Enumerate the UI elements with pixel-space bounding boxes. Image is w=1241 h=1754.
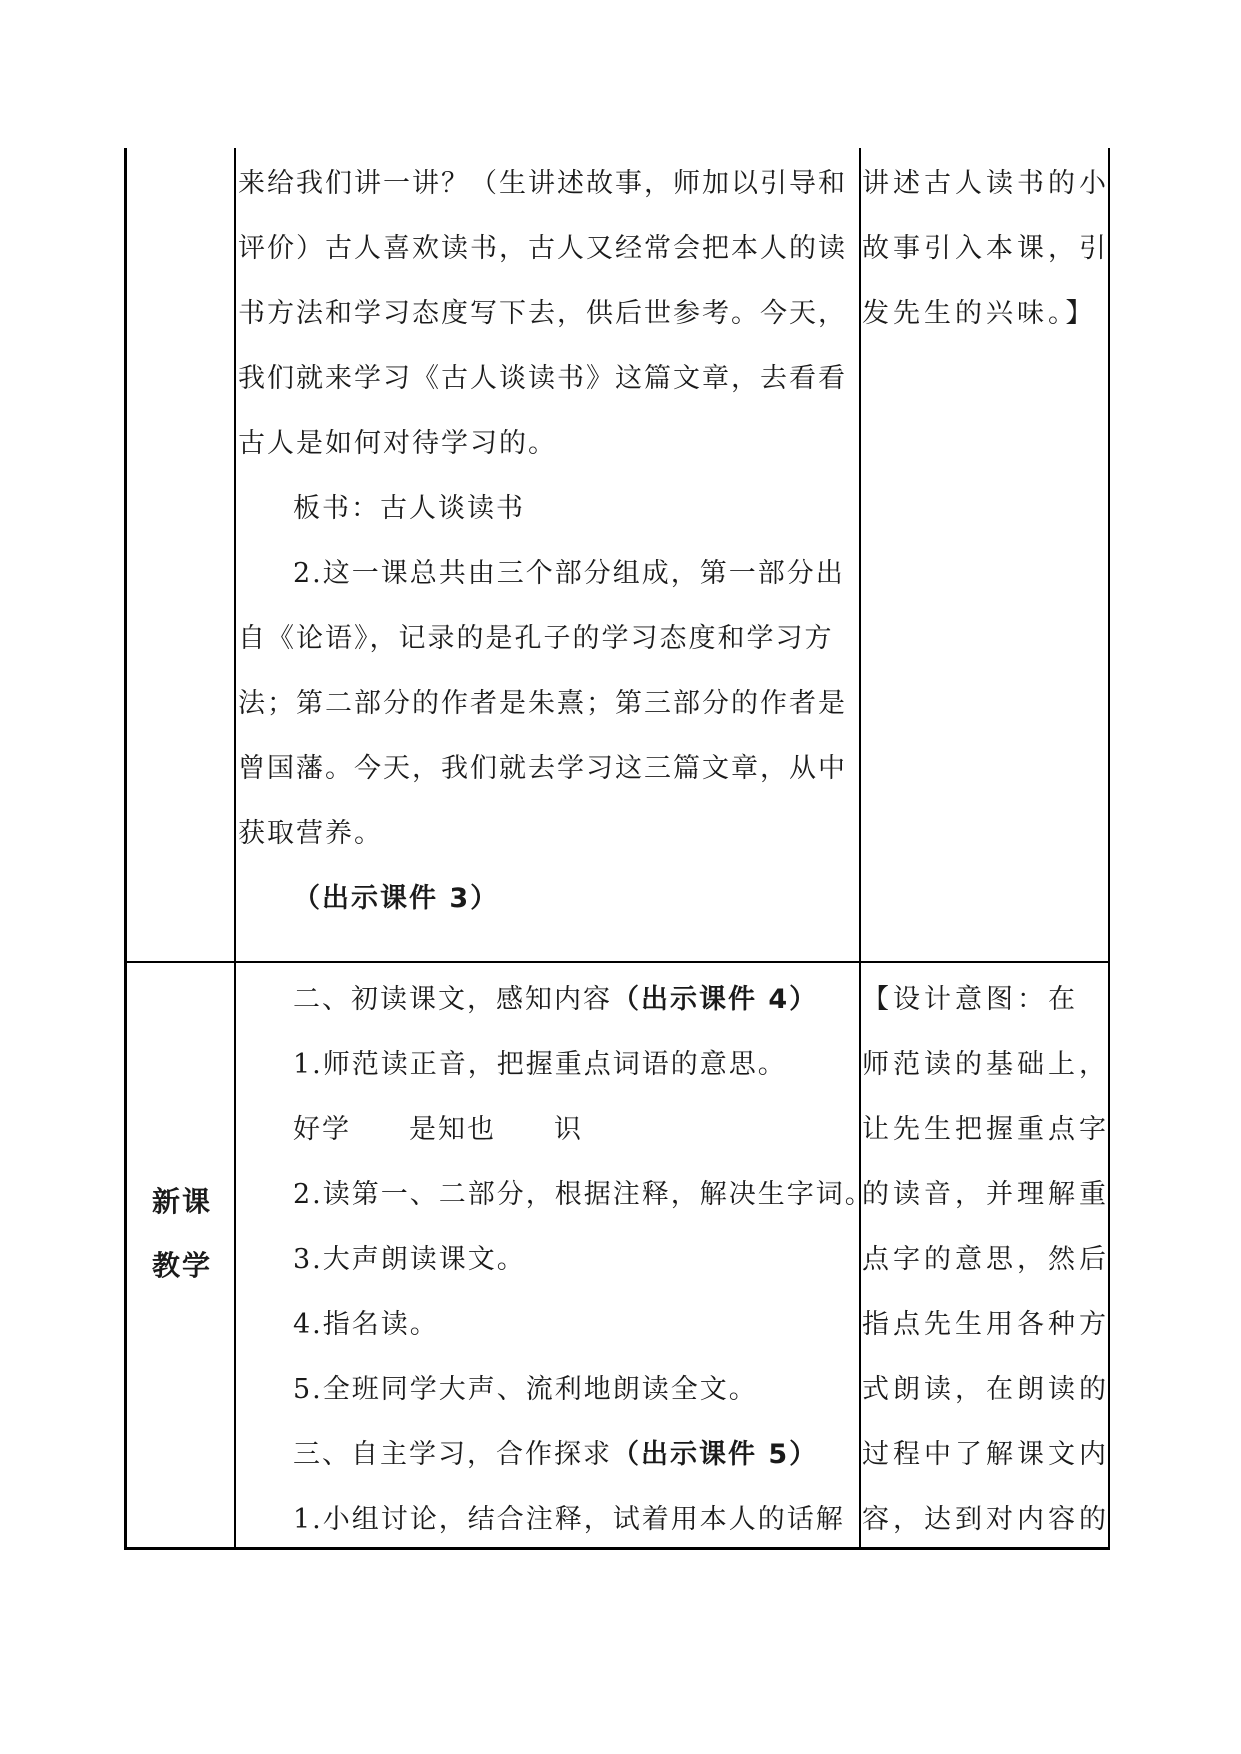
content-line (293, 866, 499, 931)
courseware-reference: （出示课件 4） (612, 984, 819, 1015)
content-line: 板书：古人谈读书 (293, 493, 525, 524)
content-line: 来给我们讲一讲？（生讲述故事，师加以引导和 (238, 168, 847, 199)
content-line: 曾国藩。今天，我们就去学习这三篇文章，从中 (238, 753, 847, 784)
content-line: 自《论语》，记录的是孔子的学习态度和学习方 (238, 623, 834, 654)
content-line: 古人是如何对待学习的。 (238, 428, 557, 459)
content-line: 1.小组讨论，结合注释，试着用本人的话解 (293, 1504, 845, 1535)
table-border-left (124, 148, 127, 1549)
content-line: 5.全班同学大声、流利地朗读全文。 (293, 1374, 758, 1405)
content-line: 2.读第一、二部分，根据注释，解决生字词。 (293, 1179, 874, 1210)
design-intent-line: 过程中了解课文内 (862, 1439, 1110, 1470)
table-divider-intent (859, 148, 861, 1549)
content-line: 1.师范读正音，把握重点词语的意思。 (293, 1049, 787, 1080)
table-row-divider (124, 961, 1110, 963)
design-intent-line: 讲述古人读书的小 (862, 168, 1110, 199)
design-intent-line: 点字的意思，然后 (862, 1244, 1110, 1275)
design-intent-line: 式朗读，在朗读的 (862, 1374, 1110, 1405)
content-line: 我们就来学习《古人谈读书》这篇文章，去看看 (238, 363, 847, 394)
design-intent-line: 【设计意图：在 (862, 984, 1079, 1015)
section-label: 新课 教学 (152, 1185, 213, 1282)
content-line: 二、初读课文，感知内容（出示课件 4） (293, 984, 819, 1015)
content-line: 三、自主学习，合作探求（出示课件 5） (293, 1439, 819, 1470)
table-divider-label (234, 148, 236, 1549)
design-intent-line: 师范读的基础上， (862, 1049, 1110, 1080)
content-line: 法；第二部分的作者是朱熹；第三部分的作者是 (238, 688, 847, 719)
content-line: 4.指名读。 (293, 1309, 439, 1340)
design-intent-line: 让先生把握重点字 (862, 1114, 1110, 1145)
content-line: 2.这一课总共由三个部分组成，第一部分出 (293, 558, 845, 589)
content-line: 好学 是知也 识 (293, 1114, 583, 1145)
design-intent-line: 指点先生用各种方 (862, 1309, 1110, 1340)
content-line: 书方法和学习态度写下去，供后世参考。今天， (238, 298, 847, 329)
design-intent-line: 的读音，并理解重 (862, 1179, 1110, 1210)
content-line: 获取营养。 (238, 818, 383, 849)
content-line: 评价）古人喜欢读书，古人又经常会把本人的读 (238, 233, 847, 264)
design-intent-line: 容，达到对内容的 (862, 1504, 1110, 1535)
courseware-reference: （出示课件 3） (293, 883, 500, 914)
content-line: 3.大声朗读课文。 (293, 1244, 526, 1275)
design-intent-line: 故事引入本课，引 (862, 233, 1110, 264)
design-intent-line: 发先生的兴味。】 (862, 298, 1097, 329)
courseware-reference: （出示课件 5） (612, 1439, 819, 1470)
